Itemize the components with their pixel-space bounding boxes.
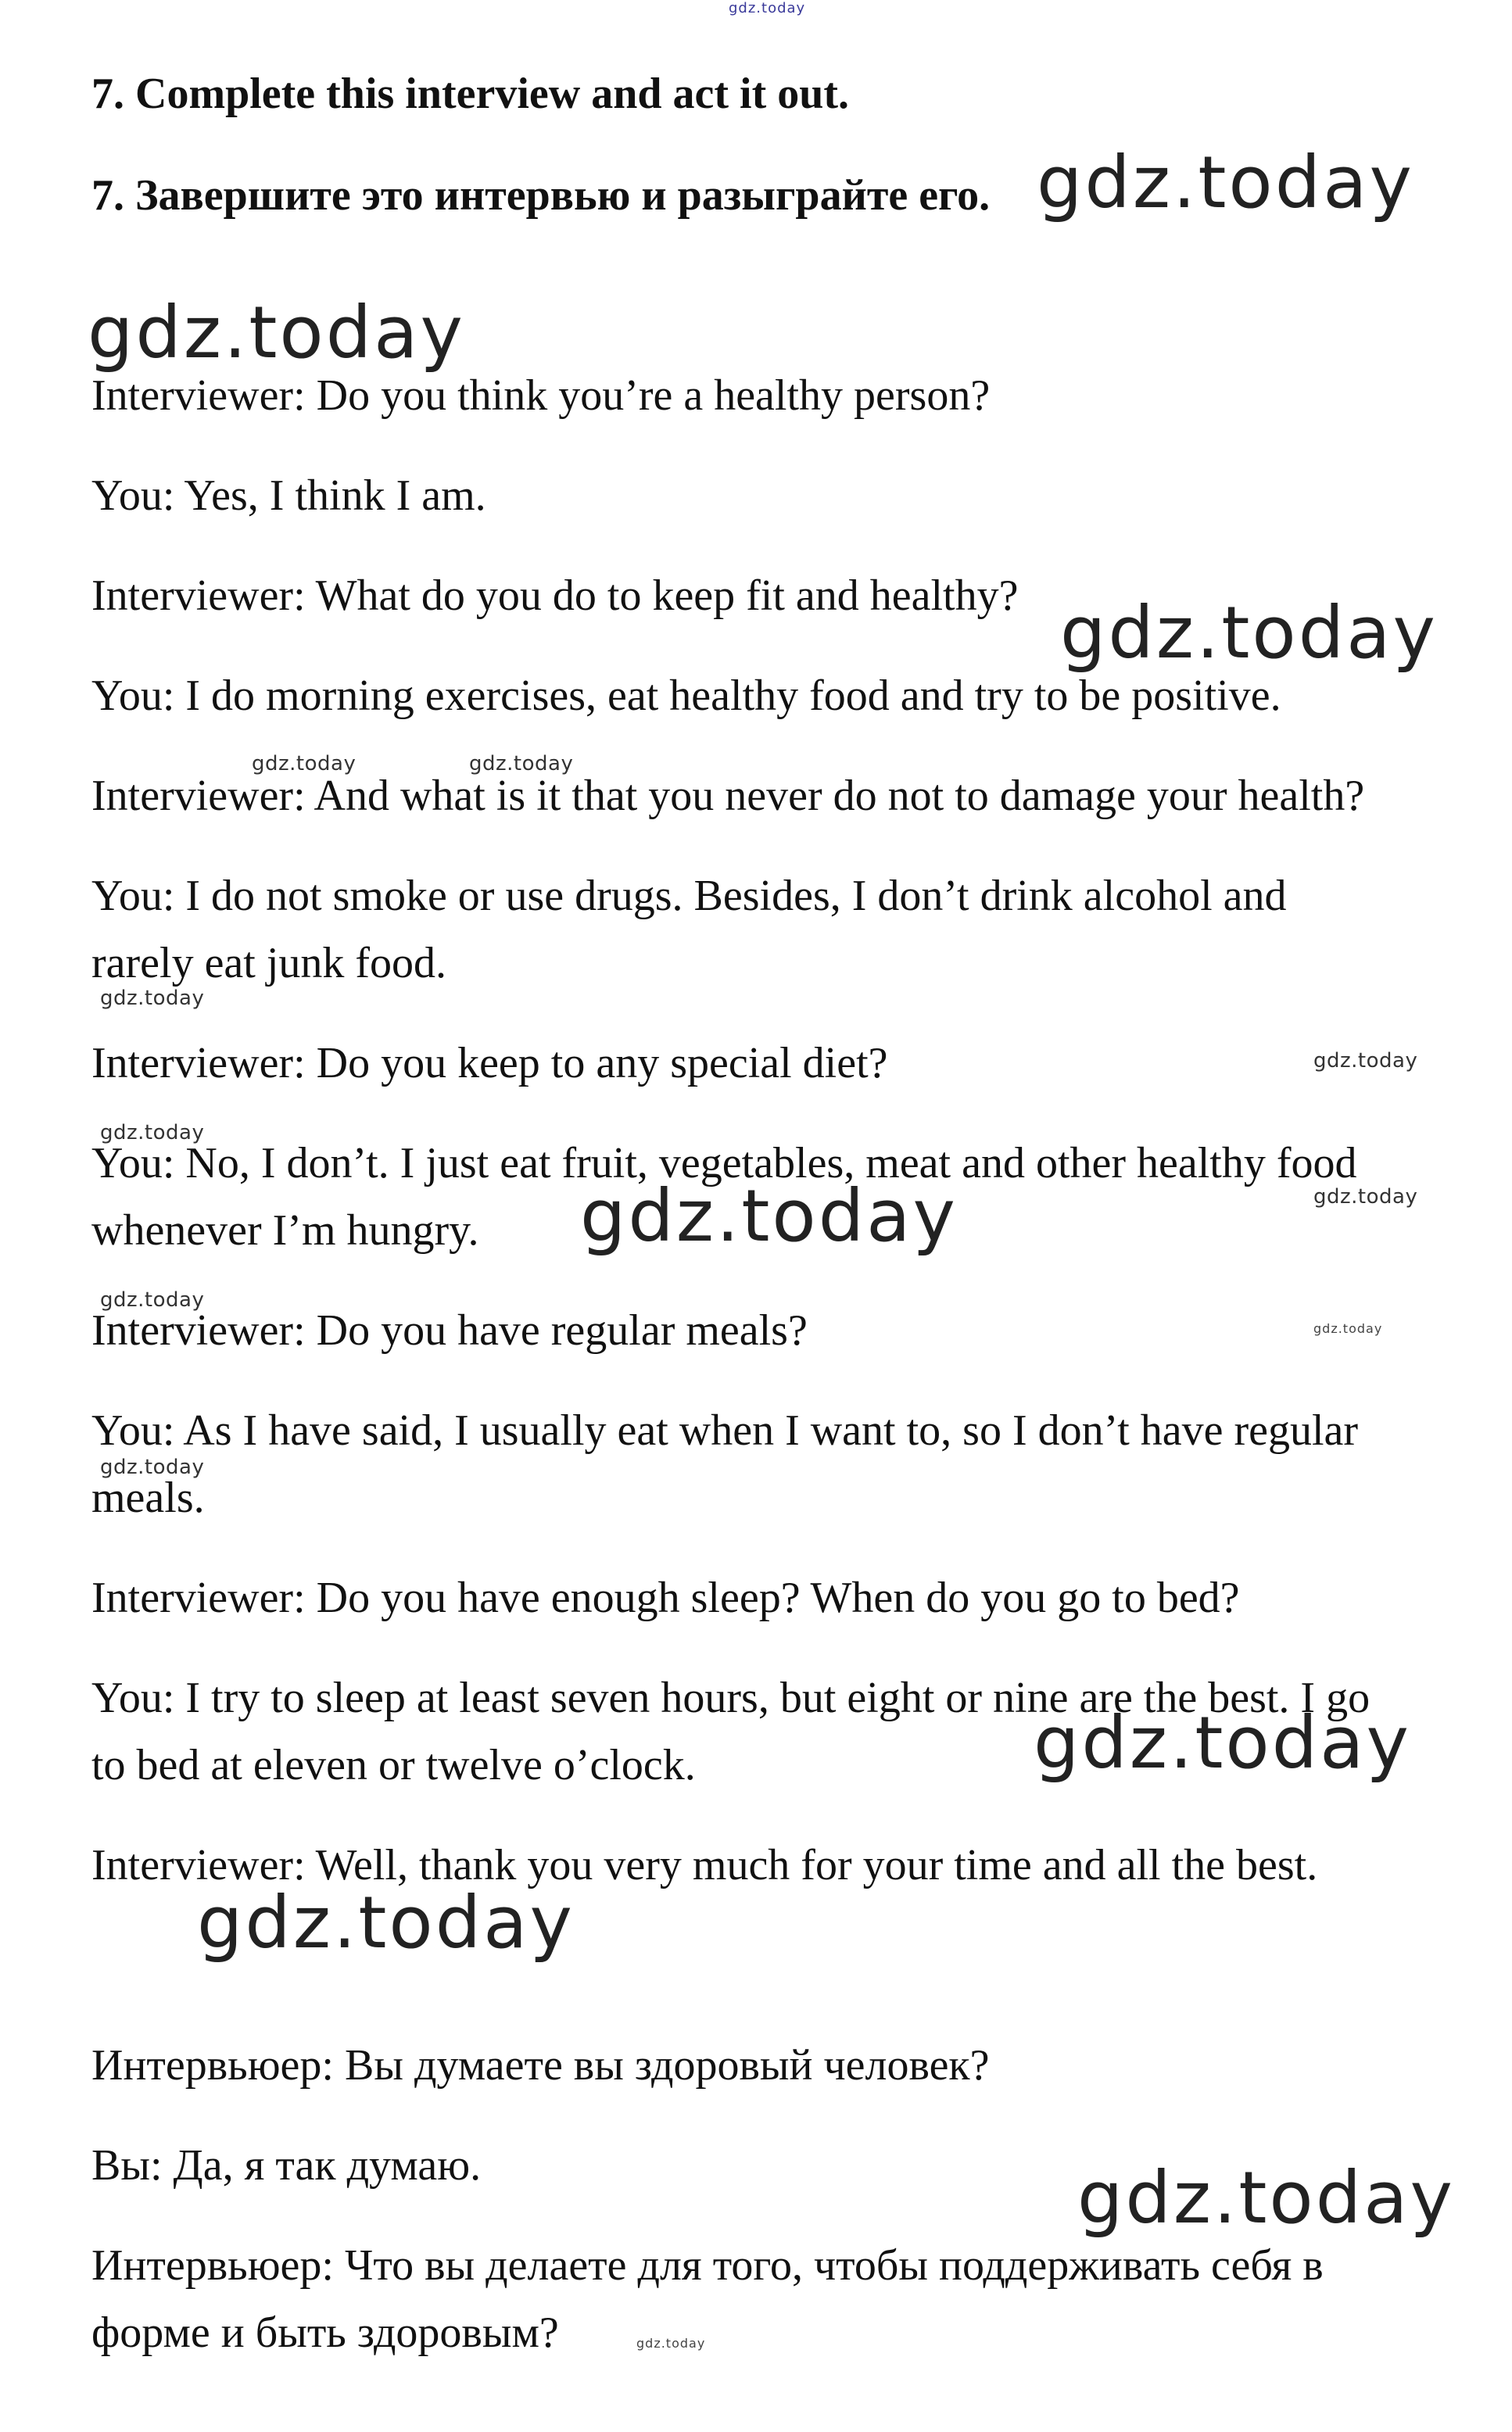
watermark: gdz.today bbox=[100, 1288, 205, 1312]
watermark: gdz.today bbox=[100, 1456, 205, 1479]
watermark: gdz.today bbox=[1060, 591, 1438, 675]
dialogue-line: meals. bbox=[91, 1474, 205, 1522]
watermark: gdz.today bbox=[580, 1174, 958, 1258]
watermark: gdz.today bbox=[469, 752, 574, 775]
watermark: gdz.today bbox=[1037, 141, 1414, 224]
dialogue-line: Interviewer: Do you think you’re a healthy person? bbox=[91, 371, 991, 420]
watermark: gdz.today bbox=[252, 752, 357, 775]
dialogue-line: You: Yes, I think I am. bbox=[91, 471, 486, 520]
dialogue-line: Interviewer: Do you have enough sleep? When do you go to bed? bbox=[91, 1574, 1240, 1622]
dialogue-line: Interviewer: What do you do to keep fit and healthy? bbox=[91, 571, 1019, 620]
dialogue-line-ru: форме и быть здоровым? bbox=[91, 2308, 559, 2357]
dialogue-line: You: As I have said, I usually eat when I want to, so I don’t have regular bbox=[91, 1406, 1359, 1455]
dialogue-line-ru: Интервьюер: Что вы делаете для того, чтобы поддерживать себя в bbox=[91, 2241, 1324, 2290]
dialogue-line: Interviewer: And what is it that you never do not to damage your health? bbox=[91, 772, 1365, 820]
watermark: gdz.today bbox=[100, 1121, 205, 1144]
watermark: gdz.today bbox=[1313, 1049, 1418, 1073]
watermark: gdz.today bbox=[88, 291, 465, 374]
exercise-title-ru: 7. Завершите это интервью и разыграйте его. bbox=[91, 171, 991, 220]
dialogue-line: Interviewer: Do you keep to any special diet? bbox=[91, 1039, 888, 1087]
exercise-title-en: 7. Complete this interview and act it out. bbox=[91, 70, 850, 118]
dialogue-line: You: I do morning exercises, eat healthy food and try to be positive. bbox=[91, 672, 1281, 720]
dialogue-line: You: I do not smoke or use drugs. Besides, I don’t drink alcohol and bbox=[91, 872, 1287, 920]
watermark: gdz.today bbox=[197, 1881, 575, 1965]
watermark: gdz.today bbox=[636, 2336, 706, 2351]
watermark: gdz.today bbox=[1313, 1185, 1418, 1209]
dialogue-line: Interviewer: Do you have regular meals? bbox=[91, 1306, 808, 1355]
dialogue-line: rarely eat junk food. bbox=[91, 939, 447, 987]
dialogue-line: You: I try to sleep at least seven hours, but eight or nine are the best. I go bbox=[91, 1674, 1370, 1722]
watermark: gdz.today bbox=[1034, 1701, 1411, 1785]
dialogue-line-ru: Вы: Да, я так думаю. bbox=[91, 2141, 482, 2190]
dialogue-line: You: No, I don’t. I just eat fruit, vegetables, meat and other healthy food bbox=[91, 1139, 1357, 1187]
dialogue-line-ru: Интервьюер: Вы думаете вы здоровый человек? bbox=[91, 2041, 990, 2090]
dialogue-line: whenever I’m hungry. bbox=[91, 1206, 479, 1255]
dialogue-line: Interviewer: Well, thank you very much for your time and all the best. bbox=[91, 1841, 1318, 1889]
dialogue-line: to bed at eleven or twelve o’clock. bbox=[91, 1741, 696, 1789]
watermark: gdz.today bbox=[1077, 2156, 1455, 2240]
watermark: gdz.today bbox=[100, 987, 205, 1010]
header-watermark: gdz.today bbox=[729, 0, 806, 16]
watermark: gdz.today bbox=[1313, 1321, 1383, 1336]
